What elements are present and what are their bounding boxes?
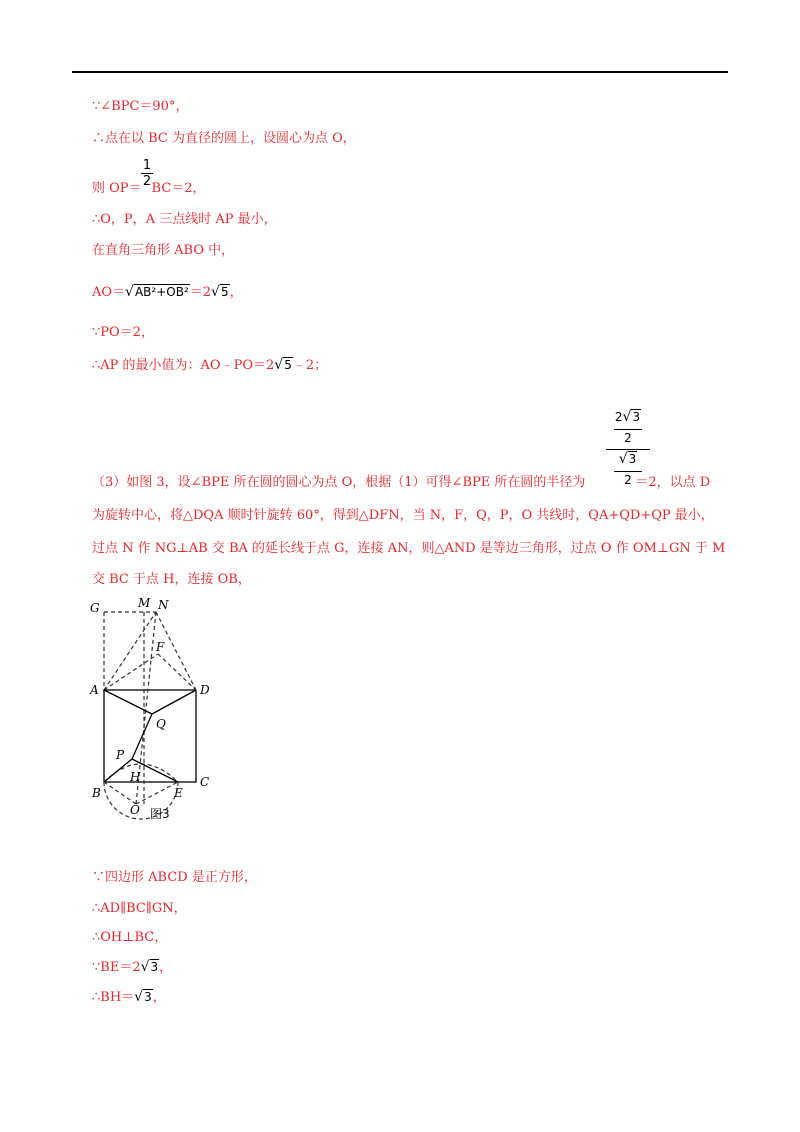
line-be (92, 959, 172, 976)
label-n: N (158, 598, 169, 612)
segment-qd (152, 690, 196, 714)
line-part3-b: 为旋转中心，将△DQA 顺时针旋转 60°，得到△DFN，当 N，F，Q，P，O 共线时，QA+QD+QP 最小， (92, 508, 714, 523)
line-circle-bc: ∴点在以 BC 为直径的圆上，设圆心为点 O， (92, 131, 356, 146)
line-part3-a (92, 475, 710, 491)
sqrt-5: √5 (211, 284, 229, 300)
line-part3-c: 过点 N 作 NG⊥AB 交 BA 的延长线于点 G，连接 AN，则△AND 是等边三角形，过点 O 作 OM⊥GN 于 M (92, 541, 726, 556)
sqrt-3b-radicand: 3 (144, 990, 152, 1004)
fraction-half-den: 2 (142, 174, 152, 189)
sqrt-ab-ob: √AB²+OB² (125, 284, 189, 300)
line-part3-a-post: ＝2，以点 D (635, 475, 711, 490)
label-p: P (116, 748, 125, 762)
line-perpendicular: ∴OH⊥BC， (92, 930, 168, 945)
label-q: Q (156, 717, 166, 731)
sqrt-5-radicand: 5 (220, 285, 229, 299)
line-part3-a-text: （3）如图 3，设∠BPE 所在圆的圆心为点 O，根据（1）可得∠BPE 所在圆的半径为 (92, 475, 586, 490)
label-g: G (90, 601, 100, 615)
label-e: E (174, 786, 183, 800)
segment-qp (132, 714, 152, 759)
header-rule (72, 71, 728, 73)
label-b: B (92, 786, 101, 800)
line-parallel: ∴AD∥BC∥GN， (92, 901, 187, 916)
line-bh-pre: ∴BH＝ (92, 990, 135, 1005)
cf-bot-den: 2 (624, 473, 632, 487)
line-collinear: ∴O，P，A 三点线时 AP 最小， (92, 212, 277, 227)
compound-fraction-top-num (604, 409, 652, 425)
cf-bot-sqrt-radicand: 3 (628, 452, 637, 466)
cf-top-num-coef: 2 (614, 410, 623, 424)
line-right-triangle: 在直角三角形 ABO 中， (92, 243, 235, 258)
line-ap-min-pre: ∴AP 的最小值为：AO﹣PO＝2 (92, 358, 275, 373)
cf-bottom-num (604, 451, 652, 467)
line-part3-d: 交 BC 于点 H，连接 OB， (92, 572, 251, 587)
line-ao-mid: ＝2 (189, 285, 212, 300)
line-op-post: BC＝2， (151, 181, 206, 196)
line-po: ∵PO＝2， (92, 325, 154, 340)
label-f: F (156, 640, 165, 654)
segment-fd (158, 654, 196, 690)
label-h: H (130, 770, 141, 784)
label-a: A (90, 683, 99, 697)
cf-top-bar (614, 429, 642, 430)
line-bh (92, 989, 166, 1006)
segment-oe (136, 782, 178, 804)
line-bh-post: ， (152, 990, 166, 1005)
geometry-figure-3 (86, 596, 246, 854)
sqrt-3b: √3 (134, 989, 152, 1005)
sqrt-ab-ob-radicand: AB²+OB² (134, 285, 189, 299)
cf-bot-bar (614, 471, 642, 472)
cf-top-den: 2 (624, 431, 632, 445)
line-angle-bpc: ∵∠BPC＝90°， (92, 99, 189, 114)
line-be-post: ， (159, 960, 173, 975)
sqrt-5b-radicand: 5 (284, 358, 292, 372)
label-m: M (138, 596, 151, 610)
fraction-half (141, 158, 153, 189)
segment-pb (104, 759, 132, 782)
sqrt-5b: √5 (274, 357, 292, 373)
cf-top-sqrt: √3 (622, 409, 641, 425)
line-be-pre: ∵BE＝2 (92, 960, 141, 975)
line-square: ∵四边形 ABCD 是正方形， (92, 870, 257, 885)
segment-ob (104, 782, 136, 804)
label-d: D (200, 683, 210, 697)
line-ao (92, 284, 243, 301)
line-ao-post: ， (229, 285, 243, 300)
label-o: O (130, 803, 140, 817)
figure-caption: 图3 (150, 807, 170, 821)
label-c: C (200, 775, 210, 789)
segment-aq (104, 690, 152, 714)
sqrt-3a-radicand: 3 (150, 960, 159, 974)
line-ao-pre: AO＝ (92, 285, 126, 300)
fraction-half-num: 1 (142, 158, 152, 173)
cf-bot-sqrt: √3 (618, 451, 637, 467)
line-ap-min-post: ﹣2； (292, 358, 328, 373)
line-ap-min (92, 357, 327, 374)
cf-top-sqrt-radicand: 3 (632, 410, 641, 424)
segment-af (104, 654, 158, 690)
segment-an (104, 612, 156, 690)
sqrt-3a: √3 (140, 959, 159, 975)
line-op-pre: 则 OP＝ (92, 181, 142, 196)
cf-main-bar (606, 449, 650, 450)
